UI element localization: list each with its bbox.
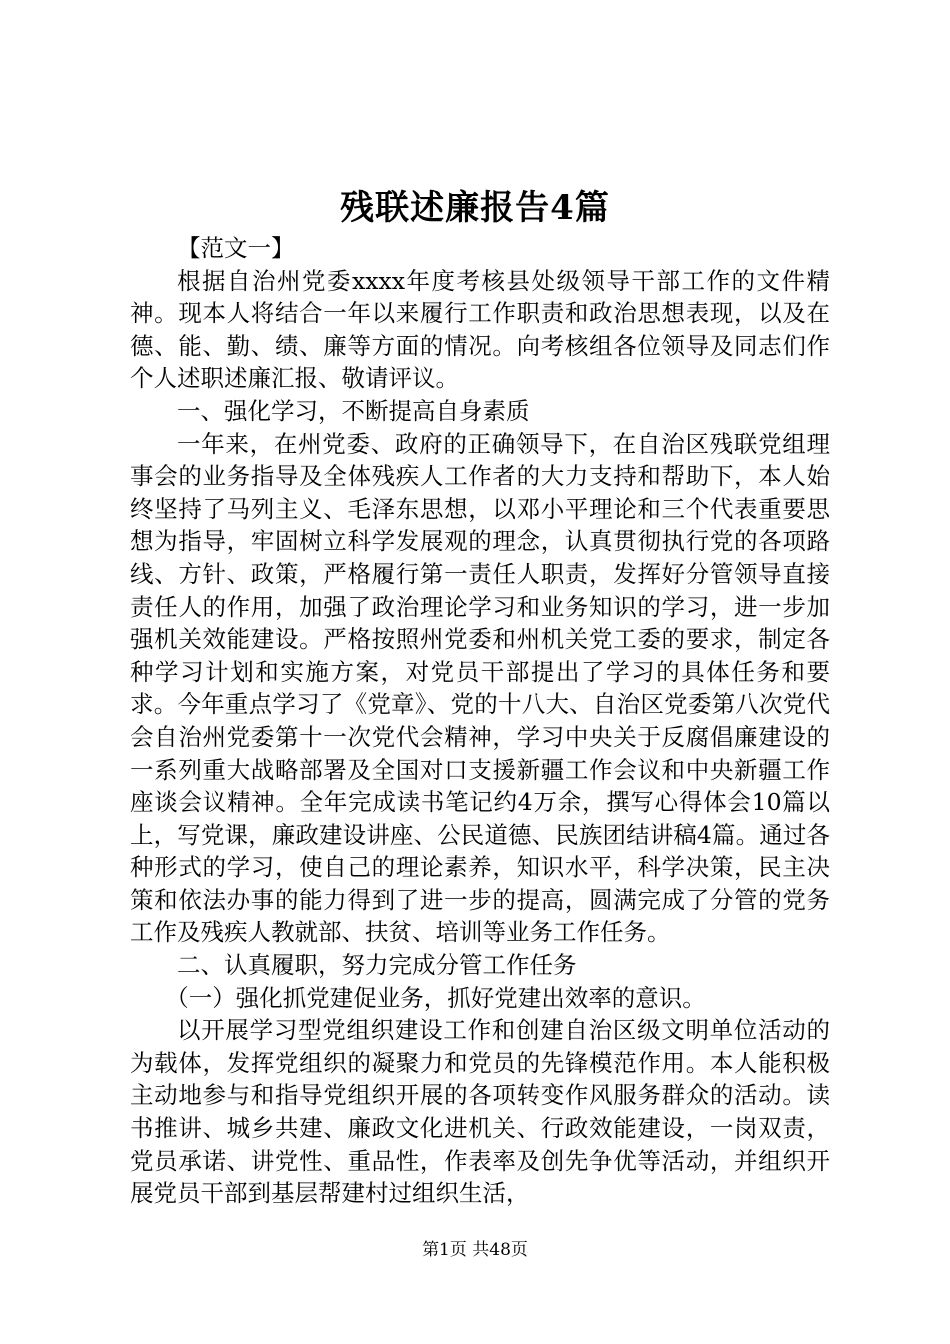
heading-section-1: 一、强化学习，不断提高自身素质 bbox=[177, 396, 530, 425]
document-body bbox=[130, 232, 830, 1210]
subheading-1: （一）强化抓党建促业务，抓好党建出效率的意识。 bbox=[165, 983, 706, 1012]
page-footer: 第1页 共48页 bbox=[422, 1240, 528, 1260]
section-label: 【范文一】 bbox=[177, 234, 295, 262]
document-title: 残联述廉报告4篇 bbox=[340, 188, 610, 228]
paragraph-study: 一年来，在州党委、政府的正确领导下，在自治区残联党组理事会的业务指导及全体残疾人工作者的大力支持和帮助下，本人始终坚持了马列主义、毛泽东思想，以邓小平理论和三个代表重要思想为指导，牢固树立科学发展观的理念，认真贯彻执行党的各项路线、方针、政策，严格履行第一责任人职责，发挥好分管领导直接责任人的作用，加强了政治理论学习和业务知识的学习，进一步加强机关效能建设。严格按照州党委和州机关党工委的要求，制定各种学习计划和实施方案，对党员干部提出了学习的具体任务和要求。今年重点学习了《党章》、党的十八大、自治区党委第八次党代会自治州党委第十一次党代会精神，学习中央关于反腐倡廉建设的一系列重大战略部署及全国对口支援新疆工作会议和中央新疆工作座谈会议精神。全年完成读书笔记约4万余，撰写心得体会10篇以上，写党课，廉政建设讲座、公民道德、民族团结讲稿4篇。通过各种形式的学习，使自己的理论素养，知识水平，科学决策，民主决策和依法办事的能力得到了进一步的提高，圆满完成了分管的党务工作及残疾人教就部、扶贫、培训等业务工作任务。 bbox=[130, 429, 830, 947]
paragraph-intro: 根据自治州党委xxxx年度考核县处级领导干部工作的文件精神。现本人将结合一年以来履行工作职责和政治思想表现，以及在德、能、勤、绩、廉等方面的情况。向考核组各位领导及同志们作个人述职述廉汇报、敬请评议。 bbox=[130, 266, 830, 393]
paragraph-party-building: 以开展学习型党组织建设工作和创建自治区级文明单位活动的为载体，发挥党组织的凝聚力和党员的先锋模范作用。本人能积极主动地参与和指导党组织开展的各项转变作风服务群众的活动。读书推讲、城乡共建、廉政文化进机关、行政效能建设，一岗双责，党员承诺、讲党性、重品性，作表率及创先争优等活动，并组织开展党员干部到基层帮建村过组织生活， bbox=[130, 1016, 830, 1208]
heading-section-2: 二、认真履职，努力完成分管工作任务 bbox=[177, 951, 577, 980]
